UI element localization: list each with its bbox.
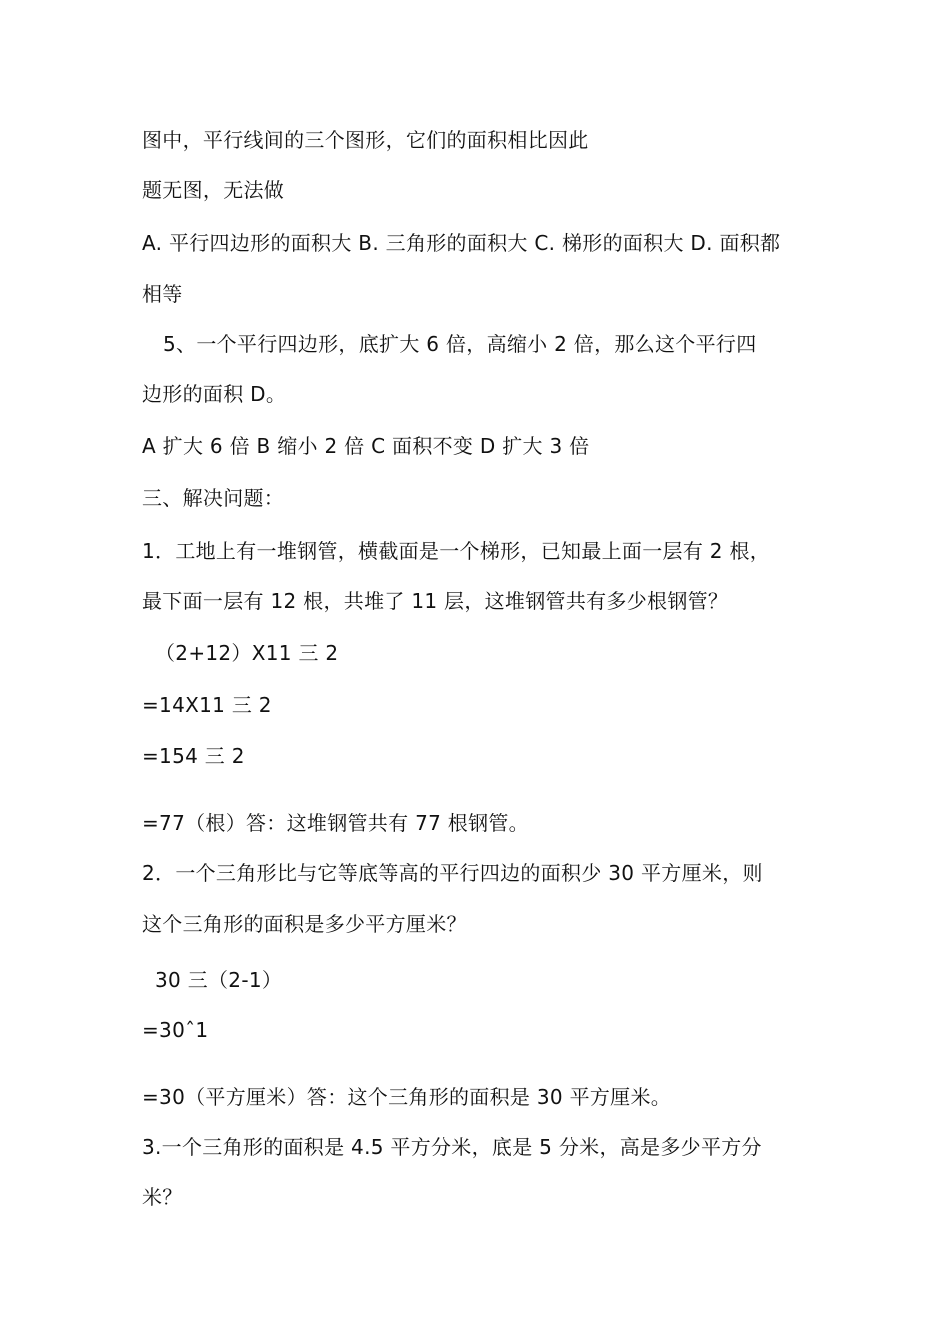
problem-1-stem: 1．工地上有一堆钢管，横截面是一个梯形，已知最上面一层有 2 根， xyxy=(142,539,771,563)
question-4-options-cont: 相等 xyxy=(142,282,183,306)
problem-3-stem-cont: 米？ xyxy=(142,1185,183,1209)
problem-2-answer: =30（平方厘米）答：这个三角形的面积是 30 平方厘米。 xyxy=(142,1085,672,1109)
section-heading: 三、解决问题： xyxy=(142,486,285,510)
problem-2-stem: 2．一个三角形比与它等底等高的平行四边的面积少 30 平方厘米，则 xyxy=(142,861,763,885)
problem-3-stem: 3.一个三角形的面积是 4.5 平方分米，底是 5 分米，高是多少平方分 xyxy=(142,1135,762,1159)
question-5-stem: 5、一个平行四边形，底扩大 6 倍，高缩小 2 倍，那么这个平行四 xyxy=(163,332,757,356)
problem-2-stem-cont: 这个三角形的面积是多少平方厘米？ xyxy=(142,912,467,936)
question-4-note: 题无图，无法做 xyxy=(142,178,285,202)
question-4-stem: 图中，平行线间的三个图形，它们的面积相比因此 xyxy=(142,128,589,152)
problem-1-stem-cont: 最下面一层有 12 根，共堆了 11 层，这堆钢管共有多少根钢管？ xyxy=(142,589,729,613)
problem-1-step-2: =14X11 三 2 xyxy=(142,693,272,717)
question-5-stem-cont: 边形的面积 D。 xyxy=(142,382,287,406)
problem-2-step-2: =30ˆ1 xyxy=(142,1018,209,1042)
problem-1-step-1: （2+12）X11 三 2 xyxy=(155,641,339,665)
problem-2-step-1: 30 三（2-1） xyxy=(155,968,283,992)
problem-1-answer: =77（根）答：这堆钢管共有 77 根钢管。 xyxy=(142,811,529,835)
question-4-options: A. 平行四边形的面积大 B. 三角形的面积大 C. 梯形的面积大 D. 面积都 xyxy=(142,231,781,255)
question-5-options: A 扩大 6 倍 B 缩小 2 倍 C 面积不变 D 扩大 3 倍 xyxy=(142,434,590,458)
problem-1-step-3: =154 三 2 xyxy=(142,744,245,768)
